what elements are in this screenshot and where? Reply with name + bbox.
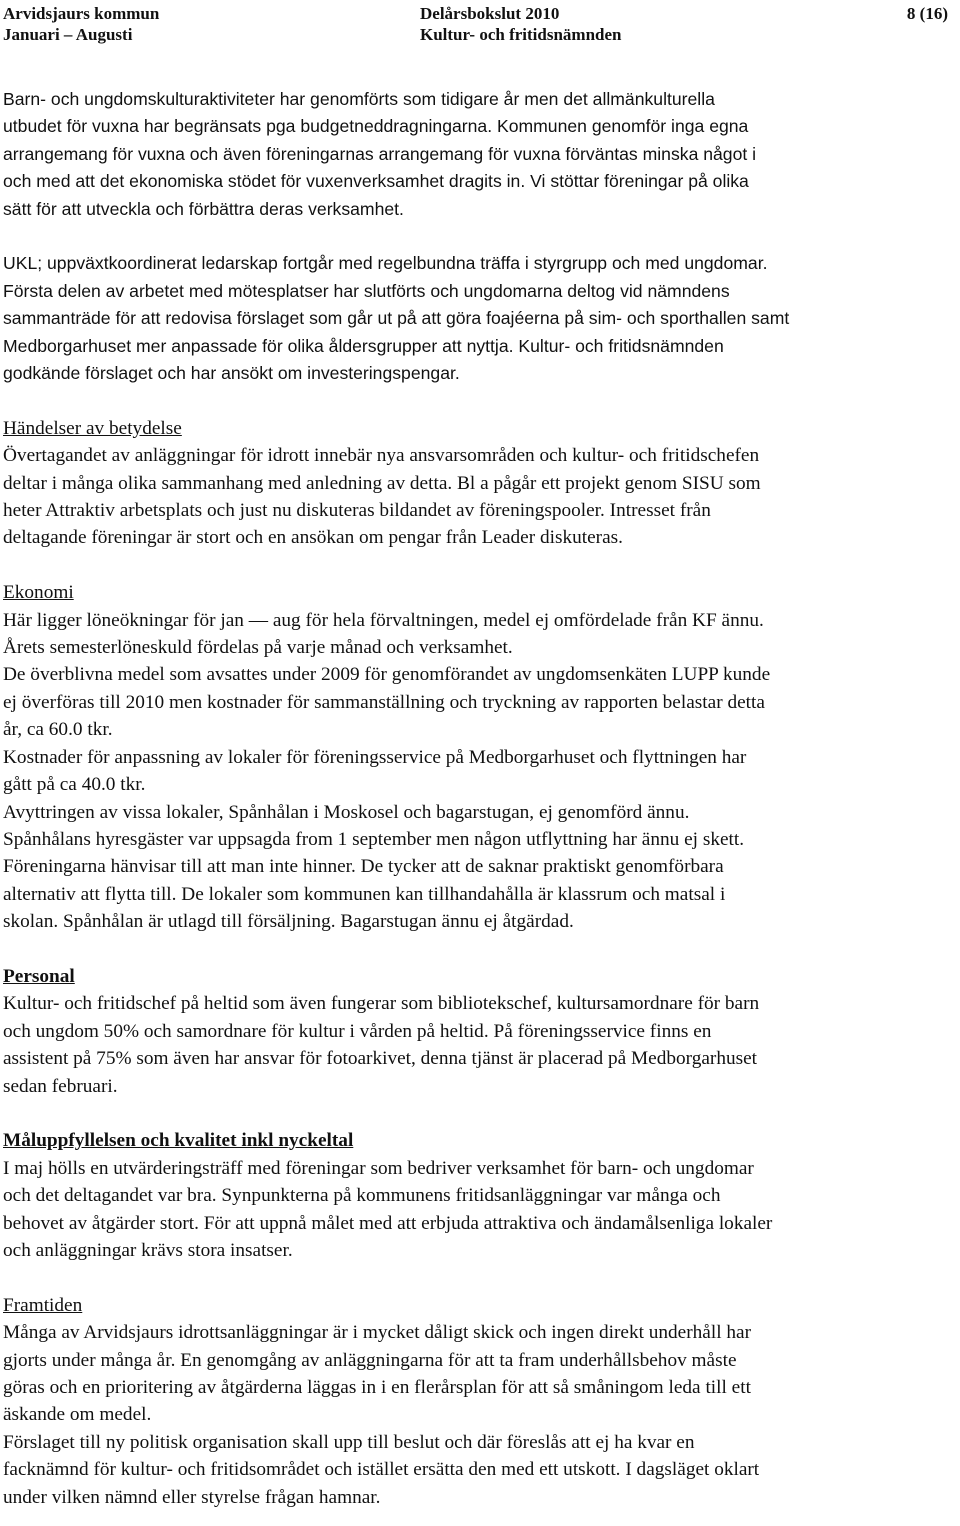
paragraph-line: och ungdom 50% och samordnare för kultur i vården på heltid. På föreningsservice finns en	[3, 1020, 712, 1042]
paragraph-line: ej överföras till 2010 men kostnader för sammanställning och tryckning av rapporten belastar detta	[3, 691, 765, 713]
paragraph-line: Många av Arvidsjaurs idrottsanläggningar är i mycket dåligt skick och ingen direkt underhåll har	[3, 1322, 752, 1344]
ekonomi-paragraph	[3, 607, 958, 936]
header-row-2	[0, 24, 960, 45]
framtiden-paragraph	[3, 1319, 958, 1511]
paragraph-line: sedan februari.	[3, 1075, 118, 1097]
paragraph-spacer	[3, 552, 958, 579]
paragraph-line: äskande om medel.	[3, 1404, 152, 1426]
section-heading-personal: Personal	[3, 965, 75, 987]
paragraph-line: Kostnader för anpassning av lokaler för föreningsservice på Medborgarhuset och flyttningen har	[3, 746, 747, 768]
paragraph-line: alternativ att flytta till. De lokaler som kommunen kan tillhandahålla är klassrum och matsal i	[3, 883, 726, 905]
paragraph-line: Kultur- och fritidschef på heltid som även fungerar som bibliotekschef, kultursamordnare för barn	[3, 993, 760, 1015]
header-row-1	[0, 3, 960, 24]
paragraph-line: deltagande föreningar är stort och en ansökan om pengar från Leader diskuteras.	[3, 527, 623, 549]
paragraph-spacer	[3, 1264, 958, 1291]
paragraph-line: Här ligger löneökningar för jan — aug för hela förvaltningen, medel ej omfördelade från KF ännu.	[3, 609, 764, 631]
paragraph-line: Barn- och ungdomskulturaktiviteter har genomförts som tidigare år men det allmänkulturella	[3, 89, 715, 109]
document-body	[3, 86, 958, 1511]
paragraph-spacer	[3, 1100, 958, 1127]
paragraph-line: Årets semesterlöneskuld fördelas på varje månad och verksamhet.	[3, 637, 513, 659]
paragraph-line: facknämnd för kultur- och fritidsområdet och istället ersätta den med ett utskott. I dagsläget oklart	[3, 1459, 760, 1481]
paragraph-line: Föreningarna hänvisar till att man inte hinner. De tycker att de saknar praktiskt genomförbara	[3, 856, 724, 878]
paragraph-line: år, ca 60.0 tkr.	[3, 719, 113, 741]
paragraph-line: göras och en prioritering av åtgärderna läggas in i en flerårsplan för att så småningom leda till ett	[3, 1377, 751, 1398]
ukl-paragraph	[3, 250, 958, 387]
paragraph-line: gått på ca 40.0 tkr.	[3, 774, 146, 796]
header-page-number: 8 (16)	[906, 4, 948, 23]
section-heading-handelser: Händelser av betydelse	[3, 417, 182, 439]
header-org: Arvidsjaurs kommun	[3, 4, 160, 23]
paragraph-spacer	[3, 936, 958, 963]
paragraph-line: under vilken nämnd eller styrelse frågan hamnar.	[3, 1486, 381, 1508]
paragraph-line: och med att det ekonomiska stödet för vuxenverksamhet dragits in. Vi stöttar föreningar på olika	[3, 171, 749, 192]
paragraph-line: Medborgarhuset mer anpassade för olika åldersgrupper att nyttja. Kultur- och fritidsnämnden	[3, 335, 724, 356]
header-report: Delårsbokslut 2010	[420, 4, 560, 23]
paragraph-line: och det deltagandet var bra. Synpunkterna på kommunens fritidsanläggningar var många och	[3, 1185, 721, 1207]
paragraph-line: deltar i många olika sammanhang med anledning av detta. Bl a pågår ett projekt genom SISU som	[3, 472, 761, 494]
header-period: Januari – Augusti	[3, 25, 133, 44]
paragraph-line: I maj hölls en utvärderingsträff med föreningar som bedriver verksamhet för barn- och ungdomar	[3, 1157, 754, 1179]
paragraph-spacer	[3, 223, 958, 250]
paragraph-line: och anläggningar krävs stora insatser.	[3, 1239, 293, 1261]
paragraph-line: godkände förslaget och har ansökt om investeringspengar.	[3, 363, 460, 384]
section-heading-ekonomi: Ekonomi	[3, 582, 74, 604]
header-committee: Kultur- och fritidsnämnden	[420, 25, 622, 44]
paragraph-line: Avyttringen av vissa lokaler, Spånhålan i Moskosel och bagarstugan, ej genomförd ännu.	[3, 801, 690, 823]
paragraph-line: skolan. Spånhålan är utlagd till försäljning. Bagarstugan ännu ej åtgärdad.	[3, 911, 574, 933]
paragraph-line: Första delen av arbetet med mötesplatser har slutförts och ungdomarna deltog vid nämndens	[3, 280, 730, 301]
section-heading-maluppfyllelse: Måluppfyllelsen och kvalitet inkl nyckeltal	[3, 1130, 354, 1152]
maluppfyllelse-paragraph	[3, 1155, 958, 1265]
page-header	[0, 3, 960, 45]
paragraph-line: Övertagandet av anläggningar för idrott innebär nya ansvarsområden och kultur- och fritidschefen	[3, 445, 760, 467]
section-heading-framtiden: Framtiden	[3, 1294, 83, 1316]
paragraph-line: Spånhålans hyresgäster var uppsagda from 1 september men någon utflyttning har ännu ej skett.	[3, 828, 745, 850]
handelser-paragraph	[3, 442, 958, 552]
paragraph-line: utbudet för vuxna har begränsats pga budgetneddragningarna. Kommunen genomför inga egna	[3, 116, 749, 137]
paragraph-line: behovet av åtgärder stort. För att uppnå målet med att erbjuda attraktiva och ändamålsenliga lokaler	[3, 1212, 773, 1234]
paragraph-line: UKL; uppväxtkoordinerat ledarskap fortgår med regelbundna träffa i styrgrupp och med ungdomar.	[3, 253, 768, 274]
paragraph-line: De överblivna medel som avsattes under 2009 för genomförandet av ungdomsenkäten LUPP kunde	[3, 664, 771, 686]
paragraph-line: heter Attraktiv arbetsplats och just nu diskuteras bildandet av föreningspooler. Intresset från	[3, 500, 711, 522]
paragraph-line: sätt för att utveckla och förbättra deras verksamhet.	[3, 198, 404, 219]
paragraph-line: assistent på 75% som även har ansvar för fotoarkivet, denna tjänst är placerad på Medborgarhuset	[3, 1048, 758, 1070]
paragraph-line: Förslaget till ny politisk organisation skall upp till beslut och där föreslås att ej ha kvar en	[3, 1431, 695, 1453]
personal-paragraph	[3, 990, 958, 1100]
paragraph-line: arrangemang för vuxna och även föreningarnas arrangemang för vuxna förväntas minska något i	[3, 143, 757, 164]
intro-paragraph	[3, 86, 958, 223]
paragraph-spacer	[3, 387, 958, 414]
paragraph-line: sammanträde för att redovisa förslaget som går ut på att göra foajéerna på sim- och sporthallen samt	[3, 308, 790, 329]
paragraph-line: gjorts under många år. En genomgång av anläggningarna för att ta fram underhållsbehov måste	[3, 1349, 737, 1371]
